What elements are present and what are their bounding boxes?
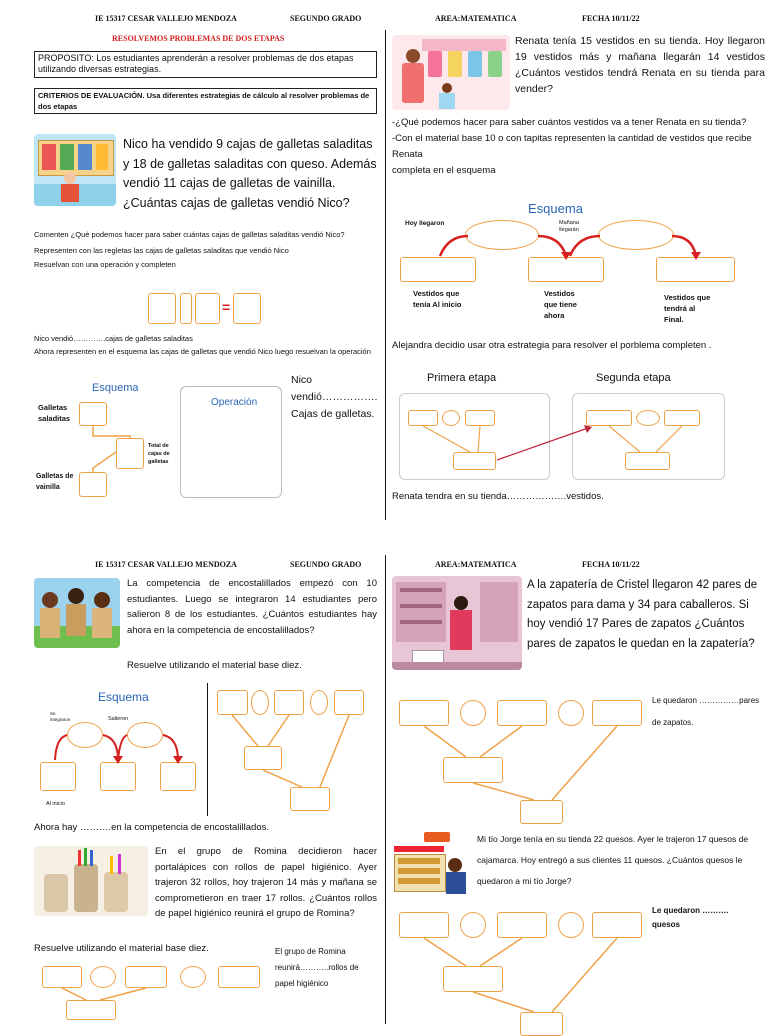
nico-esquema-title: Esquema bbox=[92, 382, 139, 394]
renata-esquema-title: Esquema bbox=[528, 201, 583, 216]
operacion-title: Operación bbox=[211, 397, 258, 408]
page-title: RESOLVEMOS PROBLEMAS DE DOS ETAPAS bbox=[112, 34, 285, 43]
primera-etapa-label: Primera etapa bbox=[427, 372, 497, 384]
proposito-text: PROPOSITO: Los estudiantes aprenderán a resolver problemas de dos etapas utilizando diversas estrategias. bbox=[38, 53, 354, 74]
label-se-integraron: Se integraron bbox=[50, 711, 71, 722]
zapateria-problem: A la zapatería de Cristel llegaron 42 pares de zapatos para dama y 34 para caballeros. Si hoy vendió 17 Pares de zapatos ¿Cuántos pares de zapatos le quedan en la zapatería? bbox=[527, 579, 758, 650]
alejandra-text: Alejandra decidio usar otra estrategia para resolver el porblema completen . bbox=[392, 340, 712, 351]
nico-problem-text: Nico ha vendido 9 cajas de galletas saladitas y 18 de galletas saladitas con queso. Además vendió 11 cajas de galletas de vainilla. ¿Cuántas cajas de galletas vendió Nico? bbox=[123, 137, 377, 210]
header-area: AREA:MATEMATICA bbox=[435, 14, 517, 23]
label-vestidos-final: Vestidos que tendrá al Final. bbox=[664, 293, 711, 324]
quesos-problem: Mi tío Jorge tenía en su tienda 22 quesos. Ayer le trajeron 17 quesos de cajamarca. Hoy entregó a sus clientes 11 quesos. ¿Cuántos quesos le quedaron a mi tío Jorge? bbox=[477, 834, 749, 886]
header-date: FECHA 10/11/22 bbox=[582, 14, 640, 23]
romina-answer: El grupo de Romina reunirá………..rollos de papel higiénico bbox=[275, 947, 359, 988]
label-vestidos-ahora: Vestidos que tiene ahora bbox=[544, 289, 577, 320]
encost-esquema-title: Esquema bbox=[98, 690, 149, 704]
segunda-etapa-label: Segunda etapa bbox=[596, 372, 671, 384]
nico-line1: Comenten ¿Qué podemos hacer para saber cuántas cajas de galletas saladitas vendió Nico? bbox=[34, 230, 345, 239]
label-vestidos-inicio: Vestidos que tenía Al inicio bbox=[413, 289, 462, 309]
header-school: IE 15317 CESAR VALLEJO MENDOZA bbox=[95, 14, 237, 23]
label-al-inicio: Al inicio bbox=[46, 801, 65, 807]
nico-line3: Resuelvan con una operación y completen bbox=[34, 260, 176, 269]
zapateria-answer: Le quedaron ……………pares de zapatos. bbox=[652, 696, 760, 727]
header2-school: IE 15317 CESAR VALLEJO MENDOZA bbox=[95, 560, 237, 569]
label-total-cajas: Total de cajas de galletas bbox=[148, 443, 170, 465]
quesos-answer: Le quedaron ………. quesos bbox=[652, 906, 729, 929]
header2-area: AREA:MATEMATICA bbox=[435, 560, 517, 569]
label-hoy-llegaron: Hoy llegaron bbox=[405, 220, 445, 227]
criterios-text: CRITERIOS DE EVALUACIÓN. Usa diferentes estrategias de cálculo al resolver problemas de dos etapas bbox=[38, 91, 370, 111]
header2-grade: SEGUNDO GRADO bbox=[290, 560, 362, 569]
label-galletas-vainilla: Galletas de vainilla bbox=[36, 473, 74, 491]
label-manana-llegaran: Mañana llegarán bbox=[559, 220, 579, 233]
header-grade: SEGUNDO GRADO bbox=[290, 14, 362, 23]
renata-q3: completa en el esquema bbox=[392, 165, 496, 176]
encost-answer: Ahora hay ……….en la competencia de encostalillados. bbox=[34, 822, 269, 833]
encostalillados-problem: La competencia de encostalillados empezó con 10 estudiantes. Luego se integraron 14 estudiantes pero salieron 8 de los estudiantes. ¿Cuántos estudiantes hay ahora en la competencia de encostalillados? bbox=[127, 578, 377, 636]
romina-problem: En el grupo de Romina decidieron hacer portalápices con rollos de papel higiénico. Ayer trajeron 32 rollos, hoy trajeron 14 más y mañana se comprometieron en traer 17 rollos. ¿Cuántos rollos de papel higiénico reunirá el grupo de Romina? bbox=[155, 846, 377, 919]
nico-answer1: Nico vendió………….cajas de galletas saladitas bbox=[34, 334, 193, 343]
nico-answer2: Nico vendió……………. Cajas de galletas. bbox=[291, 374, 378, 420]
renata-q2: -Con el material base 10 o con tapitas representen la cantidad de vestidos que recibe Renata bbox=[392, 133, 752, 160]
equals-sign: = bbox=[222, 299, 231, 315]
renata-answer: Renata tendra en su tienda……………….vestidos. bbox=[392, 491, 604, 502]
nico-line4: Ahora representen en el esquema las cajas de galletas que vendió Nico luego resuelvan la operación bbox=[34, 347, 371, 356]
renata-problem: Renata tenía 15 vestidos en su tienda. Hoy llegaron 19 vestidos más y mañana llegarán 14 vestidos ¿Cuántos vestidos tendrá Renata en su tienda para vender? bbox=[515, 35, 765, 95]
label-salieron: Salieron bbox=[108, 716, 129, 722]
header2-date: FECHA 10/11/22 bbox=[582, 560, 640, 569]
nico-line2: Representen con las regletas las cajas de galletas saladitas que vendió Nico bbox=[34, 246, 289, 255]
label-galletas-saladitas: Galletas saladitas bbox=[38, 403, 71, 423]
encostalillados-instr: Resuelve utilizando el material base diez. bbox=[127, 660, 302, 671]
romina-instr: Resuelve utilizando el material base diez. bbox=[34, 943, 209, 954]
renata-q1: -¿Qué podemos hacer para saber cuántos vestidos va a tener Renata en su tienda? bbox=[392, 117, 747, 128]
